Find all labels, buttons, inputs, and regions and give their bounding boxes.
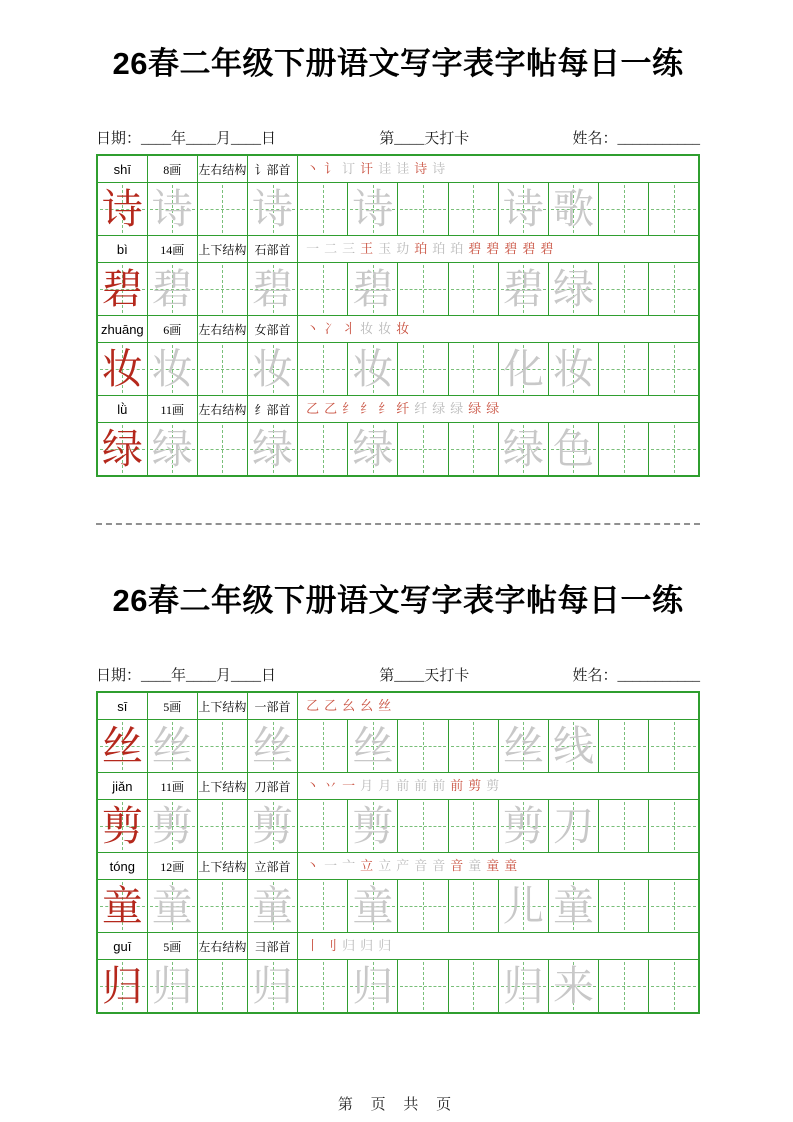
character-info-row bbox=[97, 236, 699, 263]
stroke-step: 童 bbox=[468, 858, 482, 873]
trace-character: 剪 bbox=[352, 803, 394, 849]
trace-char-cell bbox=[348, 880, 398, 933]
empty-practice-cell bbox=[197, 183, 247, 236]
character-info-row bbox=[97, 773, 699, 800]
trace-character: 歌 bbox=[552, 186, 594, 232]
empty-practice-cell bbox=[398, 960, 448, 1014]
trace-char-cell bbox=[348, 800, 398, 853]
pinyin-cell: guī bbox=[97, 933, 147, 960]
empty-practice-cell bbox=[649, 960, 699, 1014]
stroke-step: 绿 bbox=[432, 401, 446, 416]
stroke-count-cell: 11画 bbox=[147, 773, 197, 800]
stroke-step: 诗 bbox=[414, 161, 428, 176]
empty-practice-cell bbox=[649, 343, 699, 396]
stroke-step: 诗 bbox=[432, 161, 446, 176]
empty-practice-cell bbox=[298, 960, 348, 1014]
empty-practice-cell bbox=[649, 183, 699, 236]
empty-practice-cell bbox=[197, 960, 247, 1014]
trace-character: 妆 bbox=[352, 346, 394, 392]
trace-character: 妆 bbox=[151, 346, 193, 392]
radical-cell: 彐部首 bbox=[247, 933, 297, 960]
trace-char-cell bbox=[498, 263, 548, 316]
empty-practice-cell bbox=[197, 800, 247, 853]
structure-cell: 上下结构 bbox=[197, 773, 247, 800]
trace-char-cell bbox=[348, 960, 398, 1014]
stroke-step: 讦 bbox=[360, 161, 374, 176]
trace-character: 诗 bbox=[252, 186, 294, 232]
trace-character: 剪 bbox=[502, 803, 544, 849]
trace-char-cell bbox=[548, 183, 598, 236]
stroke-step: 归 bbox=[378, 938, 392, 953]
structure-cell: 上下结构 bbox=[197, 692, 247, 720]
structure-cell: 左右结构 bbox=[197, 316, 247, 343]
trace-char-cell bbox=[498, 800, 548, 853]
trace-char-cell bbox=[247, 880, 297, 933]
empty-practice-cell bbox=[398, 423, 448, 477]
trace-char-cell bbox=[147, 343, 197, 396]
trace-character: 诗 bbox=[151, 186, 193, 232]
stroke-order-cell bbox=[298, 853, 699, 880]
stroke-step: 亠 bbox=[342, 858, 356, 873]
empty-practice-cell bbox=[197, 423, 247, 477]
stroke-step: 幺 bbox=[342, 698, 356, 713]
stroke-step: 童 bbox=[486, 858, 500, 873]
trace-char-cell bbox=[247, 720, 297, 773]
empty-practice-cell bbox=[298, 720, 348, 773]
example-char-cell bbox=[97, 880, 147, 933]
trace-char-cell bbox=[498, 880, 548, 933]
trace-character: 来 bbox=[552, 963, 594, 1009]
stroke-step: 丬 bbox=[342, 321, 356, 336]
stroke-step: 音 bbox=[432, 858, 446, 873]
trace-character: 碧 bbox=[151, 266, 193, 312]
trace-char-cell bbox=[548, 720, 598, 773]
trace-character: 丝 bbox=[352, 723, 394, 769]
empty-practice-cell bbox=[599, 880, 649, 933]
practice-row bbox=[97, 423, 699, 477]
day-counter-field: 第____天打卡 bbox=[379, 131, 470, 147]
trace-char-cell bbox=[548, 960, 598, 1014]
stroke-step: 妆 bbox=[396, 321, 410, 336]
trace-character: 色 bbox=[552, 426, 594, 472]
trace-character: 童 bbox=[352, 883, 394, 929]
character-info-row bbox=[97, 155, 699, 183]
stroke-step: 丝 bbox=[378, 698, 392, 713]
stroke-step: 乙 bbox=[306, 698, 320, 713]
practice-row bbox=[97, 800, 699, 853]
stroke-step: 诖 bbox=[378, 161, 392, 176]
stroke-order-cell bbox=[298, 773, 699, 800]
empty-practice-cell bbox=[197, 263, 247, 316]
trace-character: 线 bbox=[552, 723, 594, 769]
trace-character: 童 bbox=[151, 883, 193, 929]
empty-practice-cell bbox=[298, 800, 348, 853]
stroke-step: 绿 bbox=[468, 401, 482, 416]
empty-practice-cell bbox=[599, 183, 649, 236]
stroke-count-cell: 5画 bbox=[147, 692, 197, 720]
trace-char-cell bbox=[247, 343, 297, 396]
trace-char-cell bbox=[498, 183, 548, 236]
empty-practice-cell bbox=[649, 800, 699, 853]
trace-char-cell bbox=[147, 800, 197, 853]
trace-char-cell bbox=[247, 800, 297, 853]
stroke-order-cell bbox=[298, 692, 699, 720]
empty-practice-cell bbox=[398, 800, 448, 853]
stroke-count-cell: 6画 bbox=[147, 316, 197, 343]
stroke-step: 前 bbox=[396, 778, 410, 793]
trace-character: 碧 bbox=[352, 266, 394, 312]
stroke-step: 剪 bbox=[486, 778, 500, 793]
stroke-step: 妆 bbox=[360, 321, 374, 336]
stroke-step: 一 bbox=[306, 241, 320, 256]
empty-practice-cell bbox=[298, 880, 348, 933]
structure-cell: 左右结构 bbox=[197, 155, 247, 183]
pinyin-cell: shī bbox=[97, 155, 147, 183]
stroke-step: 珀 bbox=[450, 241, 464, 256]
character-info-row bbox=[97, 396, 699, 423]
pinyin-cell: sī bbox=[97, 692, 147, 720]
empty-practice-cell bbox=[448, 880, 498, 933]
example-character: 碧 bbox=[101, 266, 143, 312]
stroke-order-cell bbox=[298, 155, 699, 183]
trace-character: 绿 bbox=[502, 426, 544, 472]
example-char-cell bbox=[97, 183, 147, 236]
practice-row bbox=[97, 960, 699, 1014]
stroke-step: 绿 bbox=[486, 401, 500, 416]
trace-char-cell bbox=[548, 423, 598, 477]
trace-char-cell bbox=[147, 263, 197, 316]
example-char-cell bbox=[97, 800, 147, 853]
practice-grid bbox=[96, 154, 700, 477]
empty-practice-cell bbox=[599, 800, 649, 853]
empty-practice-cell bbox=[298, 263, 348, 316]
stroke-step: 前 bbox=[414, 778, 428, 793]
stroke-order-cell bbox=[298, 236, 699, 263]
example-character: 归 bbox=[101, 963, 143, 1009]
empty-practice-cell bbox=[599, 423, 649, 477]
structure-cell: 左右结构 bbox=[197, 933, 247, 960]
empty-practice-cell bbox=[448, 263, 498, 316]
radical-cell: 讠部首 bbox=[247, 155, 297, 183]
stroke-step: 三 bbox=[342, 241, 356, 256]
stroke-step: 丨 bbox=[306, 938, 320, 953]
stroke-step: 纤 bbox=[396, 401, 410, 416]
trace-character: 归 bbox=[151, 963, 193, 1009]
stroke-step: 前 bbox=[432, 778, 446, 793]
trace-char-cell bbox=[348, 720, 398, 773]
stroke-step: 纟 bbox=[360, 401, 374, 416]
trace-char-cell bbox=[247, 423, 297, 477]
empty-practice-cell bbox=[398, 183, 448, 236]
trace-char-cell bbox=[548, 343, 598, 396]
trace-character: 丝 bbox=[502, 723, 544, 769]
empty-practice-cell bbox=[599, 720, 649, 773]
trace-char-cell bbox=[348, 343, 398, 396]
trace-character: 妆 bbox=[252, 346, 294, 392]
trace-char-cell bbox=[147, 183, 197, 236]
stroke-step: 立 bbox=[378, 858, 392, 873]
trace-char-cell bbox=[147, 880, 197, 933]
stroke-count-cell: 12画 bbox=[147, 853, 197, 880]
stroke-step: 珀 bbox=[414, 241, 428, 256]
structure-cell: 上下结构 bbox=[197, 853, 247, 880]
radical-cell: 立部首 bbox=[247, 853, 297, 880]
radical-cell: 石部首 bbox=[247, 236, 297, 263]
practice-row bbox=[97, 720, 699, 773]
example-character: 绿 bbox=[101, 426, 143, 472]
stroke-step: 玉 bbox=[378, 241, 392, 256]
trace-character: 碧 bbox=[502, 266, 544, 312]
stroke-step: 乙 bbox=[324, 698, 338, 713]
stroke-step: 碧 bbox=[486, 241, 500, 256]
stroke-step: 碧 bbox=[522, 241, 536, 256]
character-info-row bbox=[97, 692, 699, 720]
stroke-step: 丶 bbox=[306, 778, 320, 793]
radical-cell: 一部首 bbox=[247, 692, 297, 720]
empty-practice-cell bbox=[448, 183, 498, 236]
empty-practice-cell bbox=[599, 960, 649, 1014]
character-info-row bbox=[97, 933, 699, 960]
trace-character: 丝 bbox=[151, 723, 193, 769]
practice-row bbox=[97, 263, 699, 316]
example-character: 诗 bbox=[101, 186, 143, 232]
practice-row bbox=[97, 183, 699, 236]
practice-sheet bbox=[96, 0, 700, 477]
trace-char-cell bbox=[247, 183, 297, 236]
trace-character: 归 bbox=[502, 963, 544, 1009]
trace-char-cell bbox=[498, 720, 548, 773]
trace-char-cell bbox=[147, 423, 197, 477]
trace-character: 归 bbox=[352, 963, 394, 1009]
trace-character: 绿 bbox=[552, 266, 594, 312]
meta-line bbox=[96, 665, 700, 687]
empty-practice-cell bbox=[398, 343, 448, 396]
trace-char-cell bbox=[498, 960, 548, 1014]
stroke-step: 剪 bbox=[468, 778, 482, 793]
trace-char-cell bbox=[247, 263, 297, 316]
empty-practice-cell bbox=[649, 720, 699, 773]
trace-character: 童 bbox=[252, 883, 294, 929]
name-field: 姓名：___________ bbox=[572, 668, 700, 684]
empty-practice-cell bbox=[398, 263, 448, 316]
empty-practice-cell bbox=[298, 183, 348, 236]
sheet-title: 26春二年级下册语文写字表字帖每日一练 bbox=[112, 46, 684, 81]
stroke-step: 前 bbox=[450, 778, 464, 793]
stroke-step: 立 bbox=[360, 858, 374, 873]
empty-practice-cell bbox=[448, 800, 498, 853]
radical-cell: 女部首 bbox=[247, 316, 297, 343]
stroke-step: 纟 bbox=[378, 401, 392, 416]
stroke-order-cell bbox=[298, 316, 699, 343]
trace-character: 丝 bbox=[252, 723, 294, 769]
radical-cell: 刀部首 bbox=[247, 773, 297, 800]
trace-char-cell bbox=[147, 960, 197, 1014]
stroke-step: 碧 bbox=[540, 241, 554, 256]
page-number-footer: 第 页 共 页 bbox=[337, 1097, 459, 1113]
pinyin-cell: jiǎn bbox=[97, 773, 147, 800]
pinyin-cell: zhuāng bbox=[97, 316, 147, 343]
example-char-cell bbox=[97, 263, 147, 316]
stroke-step: 归 bbox=[342, 938, 356, 953]
trace-character: 归 bbox=[252, 963, 294, 1009]
trace-char-cell bbox=[348, 263, 398, 316]
stroke-step: 乙 bbox=[306, 401, 320, 416]
stroke-step: 绿 bbox=[450, 401, 464, 416]
example-character: 妆 bbox=[101, 346, 143, 392]
stroke-step: 丶 bbox=[306, 321, 320, 336]
practice-grid bbox=[96, 691, 700, 1014]
trace-char-cell bbox=[147, 720, 197, 773]
stroke-step: 订 bbox=[342, 161, 356, 176]
stroke-step: 幺 bbox=[360, 698, 374, 713]
sheet-title: 26春二年级下册语文写字表字帖每日一练 bbox=[112, 583, 684, 618]
stroke-step: 一 bbox=[342, 778, 356, 793]
trace-character: 剪 bbox=[252, 803, 294, 849]
stroke-step: 丶 bbox=[306, 161, 320, 176]
stroke-step: 玏 bbox=[396, 241, 410, 256]
character-info-row bbox=[97, 316, 699, 343]
character-info-row bbox=[97, 853, 699, 880]
trace-character: 绿 bbox=[151, 426, 193, 472]
trace-character: 童 bbox=[552, 883, 594, 929]
trace-char-cell bbox=[548, 800, 598, 853]
trace-character: 绿 bbox=[352, 426, 394, 472]
stroke-step: 丷 bbox=[324, 778, 338, 793]
empty-practice-cell bbox=[649, 880, 699, 933]
empty-practice-cell bbox=[599, 263, 649, 316]
stroke-step: 一 bbox=[324, 858, 338, 873]
example-character: 丝 bbox=[101, 723, 143, 769]
trace-char-cell bbox=[348, 423, 398, 477]
pinyin-cell: lǜ bbox=[97, 396, 147, 423]
empty-practice-cell bbox=[448, 960, 498, 1014]
stroke-step: 珀 bbox=[432, 241, 446, 256]
name-field: 姓名：___________ bbox=[572, 131, 700, 147]
trace-character: 化 bbox=[502, 346, 544, 392]
trace-character: 儿 bbox=[502, 883, 544, 929]
practice-sheet bbox=[96, 537, 700, 1014]
pinyin-cell: tóng bbox=[97, 853, 147, 880]
trace-character: 剪 bbox=[151, 803, 193, 849]
empty-practice-cell bbox=[197, 880, 247, 933]
empty-practice-cell bbox=[197, 720, 247, 773]
radical-cell: 纟部首 bbox=[247, 396, 297, 423]
empty-practice-cell bbox=[448, 720, 498, 773]
empty-practice-cell bbox=[649, 263, 699, 316]
example-char-cell bbox=[97, 720, 147, 773]
date-field: 日期：____年____月____日 bbox=[96, 668, 277, 684]
example-char-cell bbox=[97, 960, 147, 1014]
trace-char-cell bbox=[247, 960, 297, 1014]
structure-cell: 上下结构 bbox=[197, 236, 247, 263]
stroke-step: 诖 bbox=[396, 161, 410, 176]
stroke-step: 音 bbox=[414, 858, 428, 873]
stroke-count-cell: 5画 bbox=[147, 933, 197, 960]
trace-char-cell bbox=[498, 343, 548, 396]
example-char-cell bbox=[97, 423, 147, 477]
stroke-order-cell bbox=[298, 933, 699, 960]
empty-practice-cell bbox=[197, 343, 247, 396]
empty-practice-cell bbox=[448, 423, 498, 477]
empty-practice-cell bbox=[298, 343, 348, 396]
trace-character: 诗 bbox=[352, 186, 394, 232]
empty-practice-cell bbox=[649, 423, 699, 477]
trace-character: 碧 bbox=[252, 266, 294, 312]
stroke-step: 妆 bbox=[378, 321, 392, 336]
stroke-step: 碧 bbox=[468, 241, 482, 256]
stroke-step: 冫 bbox=[324, 321, 338, 336]
trace-char-cell bbox=[548, 263, 598, 316]
example-character: 童 bbox=[101, 883, 143, 929]
trace-character: 刀 bbox=[552, 803, 594, 849]
practice-row bbox=[97, 343, 699, 396]
trace-char-cell bbox=[548, 880, 598, 933]
structure-cell: 左右结构 bbox=[197, 396, 247, 423]
stroke-step: 月 bbox=[378, 778, 392, 793]
stroke-step: 产 bbox=[396, 858, 410, 873]
empty-practice-cell bbox=[298, 423, 348, 477]
cut-divider bbox=[96, 523, 700, 525]
stroke-step: 碧 bbox=[504, 241, 518, 256]
page-content bbox=[96, 0, 700, 1114]
stroke-step: 纤 bbox=[414, 401, 428, 416]
empty-practice-cell bbox=[448, 343, 498, 396]
pinyin-cell: bì bbox=[97, 236, 147, 263]
stroke-step: 二 bbox=[324, 241, 338, 256]
stroke-step: 月 bbox=[360, 778, 374, 793]
stroke-step: 归 bbox=[360, 938, 374, 953]
stroke-step: 纟 bbox=[342, 401, 356, 416]
stroke-order-cell bbox=[298, 396, 699, 423]
stroke-count-cell: 14画 bbox=[147, 236, 197, 263]
sheets-container bbox=[96, 0, 700, 1014]
example-char-cell bbox=[97, 343, 147, 396]
trace-character: 绿 bbox=[252, 426, 294, 472]
example-character: 剪 bbox=[101, 803, 143, 849]
trace-character: 妆 bbox=[552, 346, 594, 392]
empty-practice-cell bbox=[398, 720, 448, 773]
stroke-step: 音 bbox=[450, 858, 464, 873]
stroke-step: 王 bbox=[360, 241, 374, 256]
stroke-step: 丶 bbox=[306, 858, 320, 873]
trace-char-cell bbox=[348, 183, 398, 236]
stroke-step: 讠 bbox=[324, 161, 338, 176]
stroke-step: 童 bbox=[504, 858, 518, 873]
empty-practice-cell bbox=[599, 343, 649, 396]
practice-row bbox=[97, 880, 699, 933]
meta-line bbox=[96, 128, 700, 150]
stroke-step: 刂 bbox=[324, 938, 338, 953]
stroke-count-cell: 11画 bbox=[147, 396, 197, 423]
date-field: 日期：____年____月____日 bbox=[96, 131, 277, 147]
stroke-count-cell: 8画 bbox=[147, 155, 197, 183]
trace-character: 诗 bbox=[502, 186, 544, 232]
trace-char-cell bbox=[498, 423, 548, 477]
day-counter-field: 第____天打卡 bbox=[379, 668, 470, 684]
empty-practice-cell bbox=[398, 880, 448, 933]
stroke-step: 乙 bbox=[324, 401, 338, 416]
